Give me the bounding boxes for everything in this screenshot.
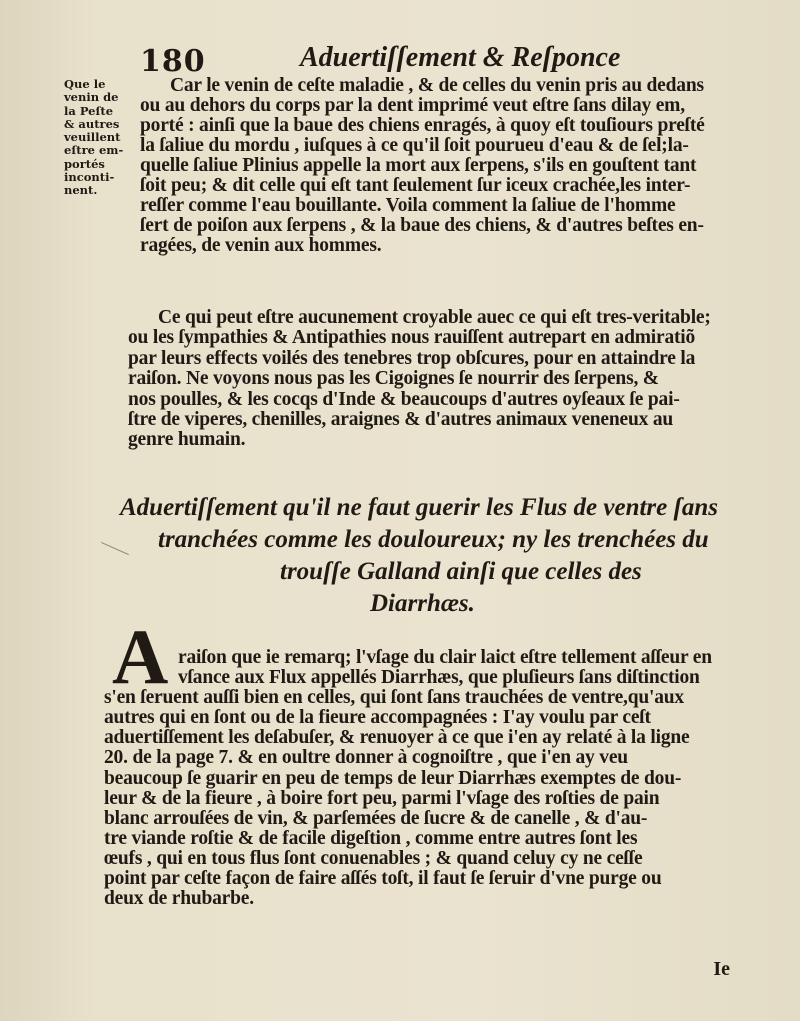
- text-line: genre humain.: [128, 429, 246, 451]
- catchword: Ie: [713, 958, 730, 980]
- margin-note-line: venin de: [64, 90, 119, 105]
- margin-note-line: nent.: [64, 183, 98, 198]
- paragraph-2: [128, 308, 768, 451]
- text-line: tre viande roſtie & de facile digeſtion , comme entre autres ſont les: [104, 827, 638, 849]
- page-number: 180: [140, 44, 206, 79]
- text-line: deux de rhubarbe.: [104, 888, 254, 910]
- text-line: s'en ſeruent auſſi bien en celles, qui ſont ſans trauchées de ventre,qu'aux: [104, 687, 684, 709]
- margin-note-line: la Peſte: [64, 103, 114, 118]
- text-line: leur & de la fieure , à boire fort peu, parmi l'vſage des roſties de pain: [104, 787, 660, 809]
- text-line: ou au dehors du corps par la dent imprimé veut eſtre ſans dilay em,: [140, 95, 685, 116]
- drop-cap: A: [112, 613, 169, 700]
- margin-note-line: & autres: [64, 116, 120, 131]
- text-line: porté : ainſi que la baue des chiens enragés, à quoy eſt touſiours preſté: [140, 115, 705, 136]
- text-line: point par ceſte façon de faire aſſés toſt, il faut ſe ſeruir d'vne purge ou: [104, 868, 662, 890]
- text-line: raiſon que ie remarq; l'vſage du clair laict eſtre tellement aſſeur en: [178, 647, 712, 668]
- text-line: beaucoup ſe guarir en peu de temps de leur Diarrhæs exemptes de dou-: [104, 767, 682, 789]
- margin-note-line: Que le: [64, 77, 106, 91]
- paragraph-3: [104, 648, 764, 909]
- margin-note: [64, 78, 136, 198]
- margin-note-line: inconti-: [64, 170, 115, 185]
- running-title: Aduertiſſement & Reſponce: [300, 42, 621, 73]
- margin-note-line: portés: [64, 156, 105, 171]
- text-line: ſtre de viperes, chenilles, araignes & d'autres animaux veneneux au: [128, 409, 674, 431]
- text-line: Car le venin de ceſte maladie , & de celles du venin pris au dedans: [170, 75, 704, 96]
- heading-line: trouſſe Galland ainſi que celles des: [280, 558, 642, 585]
- page-header: [140, 36, 740, 79]
- section-heading: [120, 492, 760, 620]
- text-line: raiſon. Ne voyons nous pas les Cigoignes ſe nourrir des ſerpens, &: [128, 368, 659, 390]
- text-line: blanc arrouſées de vin, & parſemées de ſucre & de canelle , & d'au-: [104, 807, 648, 829]
- text-line: Ce qui peut eſtre aucunement croyable auec ce qui eſt tres-veritable;: [158, 307, 711, 328]
- text-line: quelle ſaliue Plinius appelle la mort aux ſerpens, s'ils en gouſtent tant: [140, 155, 697, 176]
- text-line: autres qui en ſont ou de la fieure accompagnées : I'ay voulu par ceſt: [104, 707, 651, 729]
- text-line: 20. de la page 7. & en oultre donner à cognoiſtre , que i'en ay veu: [104, 747, 628, 769]
- text-line: reſſer comme l'eau bouillante. Voila comment la ſaliue de l'homme: [140, 195, 676, 216]
- text-line: ou les ſympathies & Antipathies nous rauiſſent autrepart en admiratiõ: [128, 327, 696, 349]
- heading-line: Diarrhæs.: [370, 590, 475, 617]
- text-line: par leurs effects voilés des tenebres trop obſcures, pour en attaindre la: [128, 347, 696, 369]
- text-line: la ſaliue du mordu , iuſques à ce qu'il ſoit pourueu d'eau & de ſel;la-: [140, 135, 689, 156]
- text-line: ſert de poiſon aux ſerpens , & la baue des chiens, & d'autres beſtes en-: [140, 215, 704, 236]
- text-line: ſoit peu; & dit celle qui eſt tant ſeulement ſur iceux crachée,les inter-: [140, 175, 691, 196]
- text-line: ragées, de venin aux hommes.: [140, 235, 382, 256]
- paragraph-1: [140, 76, 780, 256]
- heading-line: tranchées comme les douloureux; ny les trenchées du: [158, 526, 709, 553]
- margin-note-line: veuillent: [64, 130, 121, 145]
- text-line: vſance aux Flux appellés Diarrhæs, que pluſieurs ſans diſtinction: [178, 667, 700, 689]
- text-line: aduertiſſement les deſabuſer, & renuoyer à ce que i'en ay relaté à la ligne: [104, 727, 690, 749]
- text-line: œufs , qui en tous flus ſont conuenables ; & quand celuy cy ne ceſſe: [104, 847, 643, 869]
- text-line: nos poulles, & les cocqs d'Inde & beaucoups d'autres oyſeaux ſe pai-: [128, 388, 680, 410]
- margin-note-line: eſtre em-: [64, 143, 124, 158]
- heading-line: Aduertiſſement qu'il ne faut guerir les Flus de ventre ſans: [120, 494, 718, 521]
